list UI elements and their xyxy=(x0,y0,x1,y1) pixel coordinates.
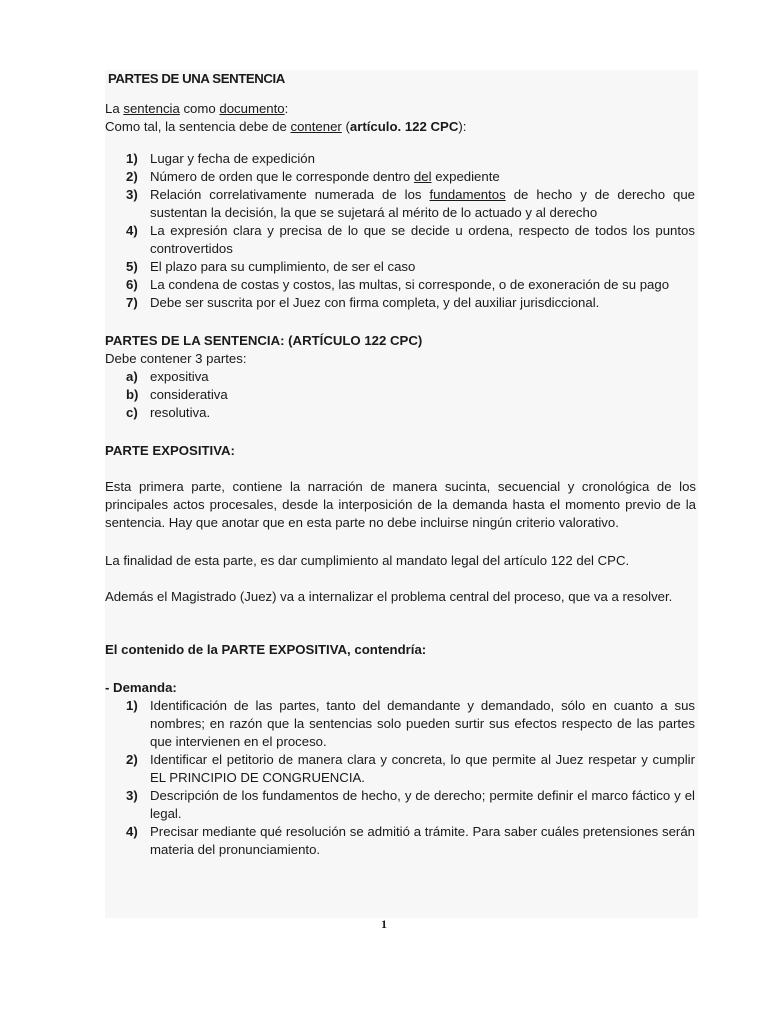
list-item xyxy=(105,150,695,168)
list-text: La condena de costas y costos, las multas, si corresponde, o de exoneración de su pago xyxy=(150,277,670,292)
list-item xyxy=(105,404,695,422)
list-number: 2) xyxy=(126,169,138,184)
intro-text: La xyxy=(105,101,124,116)
underlined-term: contener xyxy=(290,119,342,134)
list-item xyxy=(105,787,695,823)
intro-text: Como tal, la sentencia debe de xyxy=(105,119,291,134)
page-content xyxy=(105,70,698,918)
intro-text: ( xyxy=(341,119,350,134)
page-number: 1 xyxy=(381,917,387,931)
requirements-list xyxy=(105,150,695,312)
section-subtitle: Debe contener 3 partes: xyxy=(105,351,247,366)
list-item xyxy=(105,386,695,404)
list-text: de hecho y de derecho que sustentan la decisión, la que se sujetará al mérito de lo actuado y al derecho xyxy=(150,187,695,220)
list-number: 5) xyxy=(126,259,138,274)
parts-list xyxy=(105,368,695,422)
section-heading-partes: PARTES DE LA SENTENCIA: (ARTÍCULO 122 CPC) xyxy=(105,333,423,348)
list-text: resolutiva. xyxy=(150,405,211,420)
list-number: c) xyxy=(126,405,138,420)
demanda-heading: - Demanda: xyxy=(105,680,177,695)
list-number: b) xyxy=(126,387,139,402)
intro-line-2 xyxy=(105,118,466,136)
list-item xyxy=(105,751,695,787)
list-text: La expresión clara y precisa de lo que se decide u ordena, respecto de todos los puntos controvertidos xyxy=(150,223,695,256)
list-text: El plazo para su cumplimiento, de ser el caso xyxy=(150,259,416,274)
list-item xyxy=(105,276,695,294)
list-text: Identificación de las partes, tanto del demandante y demandado, sólo en cuanto a sus nombres; en razón que la sentencias solo pueden surtir sus efectos respecto de las partes que intervienen en el proceso. xyxy=(150,698,695,749)
intro-text: : xyxy=(284,101,289,116)
article-reference: artículo. 122 CPC xyxy=(349,119,459,134)
demanda-list xyxy=(105,697,695,859)
list-number: 2) xyxy=(126,752,138,767)
underlined-term: documento xyxy=(219,101,285,116)
list-number: 4) xyxy=(126,223,138,238)
list-text: Descripción de los fundamentos de hecho, y de derecho; permite definir el marco fáctico y el legal. xyxy=(150,788,695,821)
list-item xyxy=(105,168,695,186)
underlined-term: sentencia xyxy=(123,101,180,116)
list-text: expositiva xyxy=(150,369,209,384)
list-item xyxy=(105,368,695,386)
list-number: 6) xyxy=(126,277,138,292)
list-number: 3) xyxy=(126,187,138,202)
intro-line-1 xyxy=(105,100,288,118)
paragraph: La finalidad de esta parte, es dar cumplimiento al mandato legal del artículo 122 del CPC. xyxy=(105,553,630,568)
list-number: a) xyxy=(126,369,138,384)
contenido-heading: El contenido de la PARTE EXPOSITIVA, contendría: xyxy=(105,642,427,657)
section-heading-expositiva: PARTE EXPOSITIVA: xyxy=(105,443,235,458)
underlined-term: del xyxy=(413,169,432,184)
list-number: 4) xyxy=(126,824,138,839)
list-text: expediente xyxy=(431,169,500,184)
list-number: 1) xyxy=(126,698,138,713)
list-text: Relación correlativamente numerada de los xyxy=(150,187,430,202)
list-text: Precisar mediante qué resolución se admitió a trámite. Para saber cuáles pretensiones serán materia del pronunciamiento. xyxy=(150,824,695,857)
list-item xyxy=(105,294,695,312)
list-item xyxy=(105,823,695,859)
document-title: PARTES DE UNA SENTENCIA xyxy=(108,71,285,86)
list-text: considerativa xyxy=(150,387,228,402)
list-item xyxy=(105,186,695,222)
underlined-term: fundamentos xyxy=(429,187,506,202)
list-number: 3) xyxy=(126,788,138,803)
list-text: Número de orden que le corresponde dentro xyxy=(150,169,414,184)
list-number: 1) xyxy=(126,151,138,166)
list-text: Lugar y fecha de expedición xyxy=(150,151,315,166)
intro-text: ): xyxy=(458,119,467,134)
list-item xyxy=(105,258,695,276)
paragraph: Además el Magistrado (Juez) va a internalizar el problema central del proceso, que va a resolver. xyxy=(105,589,673,604)
list-item xyxy=(105,222,695,258)
list-text: Identificar el petitorio de manera clara y concreta, lo que permite al Juez respetar y cumplir EL PRINCIPIO DE CONGRUENCIA. xyxy=(150,752,695,785)
list-number: 7) xyxy=(126,295,138,310)
list-text: Debe ser suscrita por el Juez con firma completa, y del auxiliar jurisdiccional. xyxy=(150,295,600,310)
list-item xyxy=(105,697,695,751)
paragraph: Esta primera parte, contiene la narración de manera sucinta, secuencial y cronológica de los principales actos procesales, desde la interposición de la demanda hasta el momento previo de la sentencia. Hay que anotar que en esta parte no debe incluirse ningún criterio valorativo. xyxy=(105,479,696,530)
intro-text: como xyxy=(179,101,220,116)
